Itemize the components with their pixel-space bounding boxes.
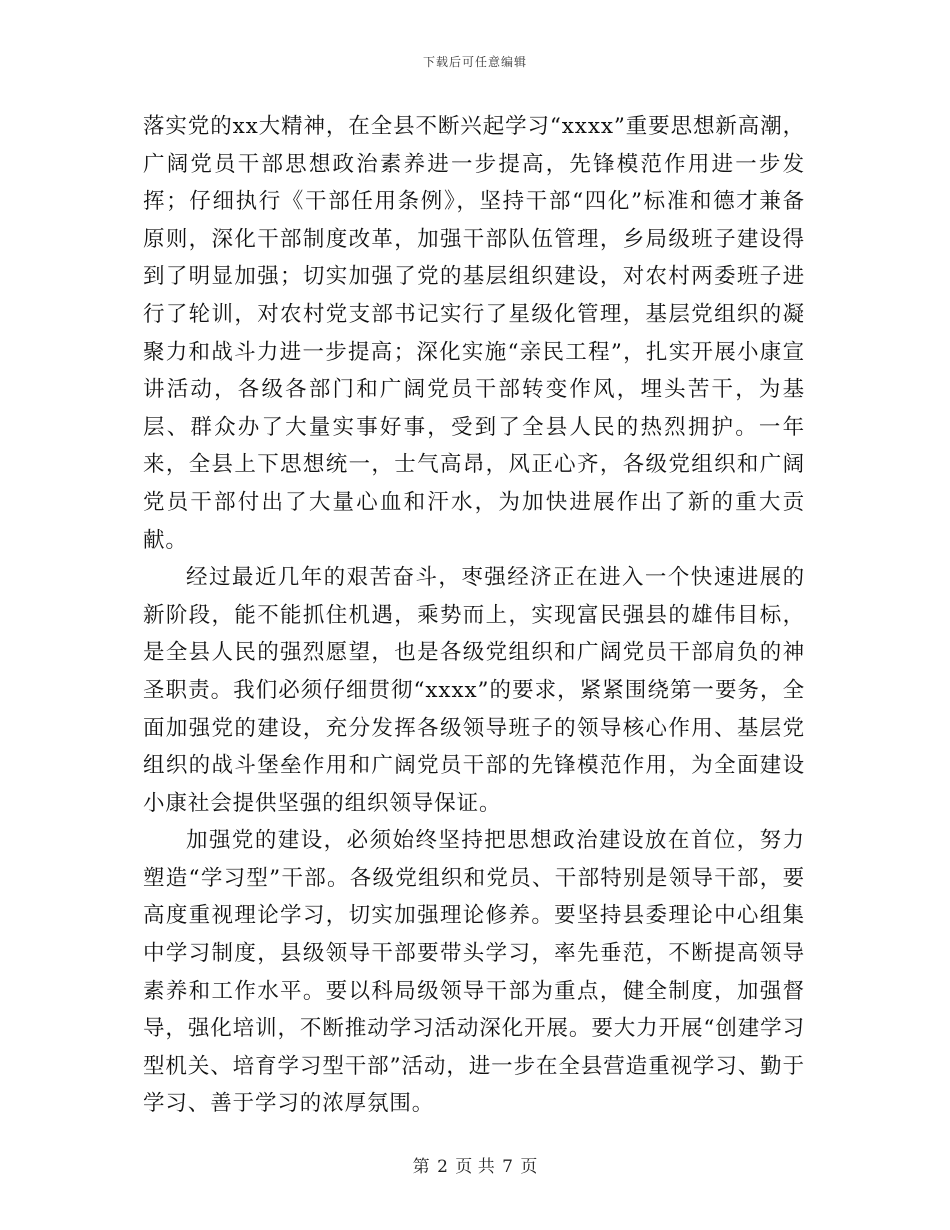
page-header: 下载后可任意编辑 bbox=[422, 55, 527, 69]
total-page-count: 7 bbox=[502, 1157, 513, 1177]
footer-suffix: 页 bbox=[520, 1157, 538, 1177]
paragraph-3: 加强党的建设，必须始终坚持把思想政治建设放在首位，努力塑造“学习型”干部。各级党组织和党员、干部特别是领导干部，要高度重视理论学习，切实加强理论修养。要坚持县委理论中心组集中学习制度，县级领导干部要带头学习，率先垂范，不断提高领导素养和工作水平。要以科局级领导干部为重点，健全制度，加强督导，强化培训，不断推动学习活动深化开展。要大力开展“创建学习型机关、培育学习型干部”活动，进一步在全县营造重视学习、勤于学习、善于学习的浓厚氛围。 bbox=[143, 828, 805, 1117]
document-body bbox=[143, 108, 805, 1123]
paragraph-1: 落实党的xx大精神，在全县不断兴起学习“xxxx”重要思想新高潮，广阔党员干部思想政治素养进一步提高，先锋模范作用进一步发挥；仔细执行《干部任用条例》，坚持干部“四化”标准和德才兼备原则，深化干部制度改革，加强干部队伍管理，乡局级班子建设得到了明显加强；切实加强了党的基层组织建设，对农村两委班子进行了轮训，对农村党支部书记实行了星级化管理，基层党组织的凝聚力和战斗力进一步提高；深化实施“亲民工程”，扎实开展小康宣讲活动，各级各部门和广阔党员干部转变作风，埋头苦干，为基层、群众办了大量实事好事，受到了全县人民的热烈拥护。一年来，全县上下思想统一，士气高昂，风正心齐，各级党组织和广阔党员干部付出了大量心血和汗水，为加快进展作出了新的重大贡献。 bbox=[143, 114, 805, 553]
page-footer bbox=[0, 1152, 950, 1177]
current-page-number: 2 bbox=[437, 1157, 448, 1177]
footer-middle: 页 共 bbox=[455, 1157, 495, 1177]
paragraph-2: 经过最近几年的艰苦奋斗，枣强经济正在进入一个快速进展的新阶段，能不能抓住机遇，乘势而上，实现富民强县的雄伟目标，是全县人民的强烈愿望，也是各级党组织和广阔党员干部肩负的神圣职责。我们必须仔细贯彻“xxxx”的要求，紧紧围绕第一要务，全面加强党的建设，充分发挥各级领导班子的领导核心作用、基层党组织的战斗堡垒作用和广阔党员干部的先锋模范作用，为全面建设小康社会提供坚强的组织领导保证。 bbox=[143, 565, 805, 816]
footer-prefix: 第 bbox=[412, 1157, 430, 1177]
